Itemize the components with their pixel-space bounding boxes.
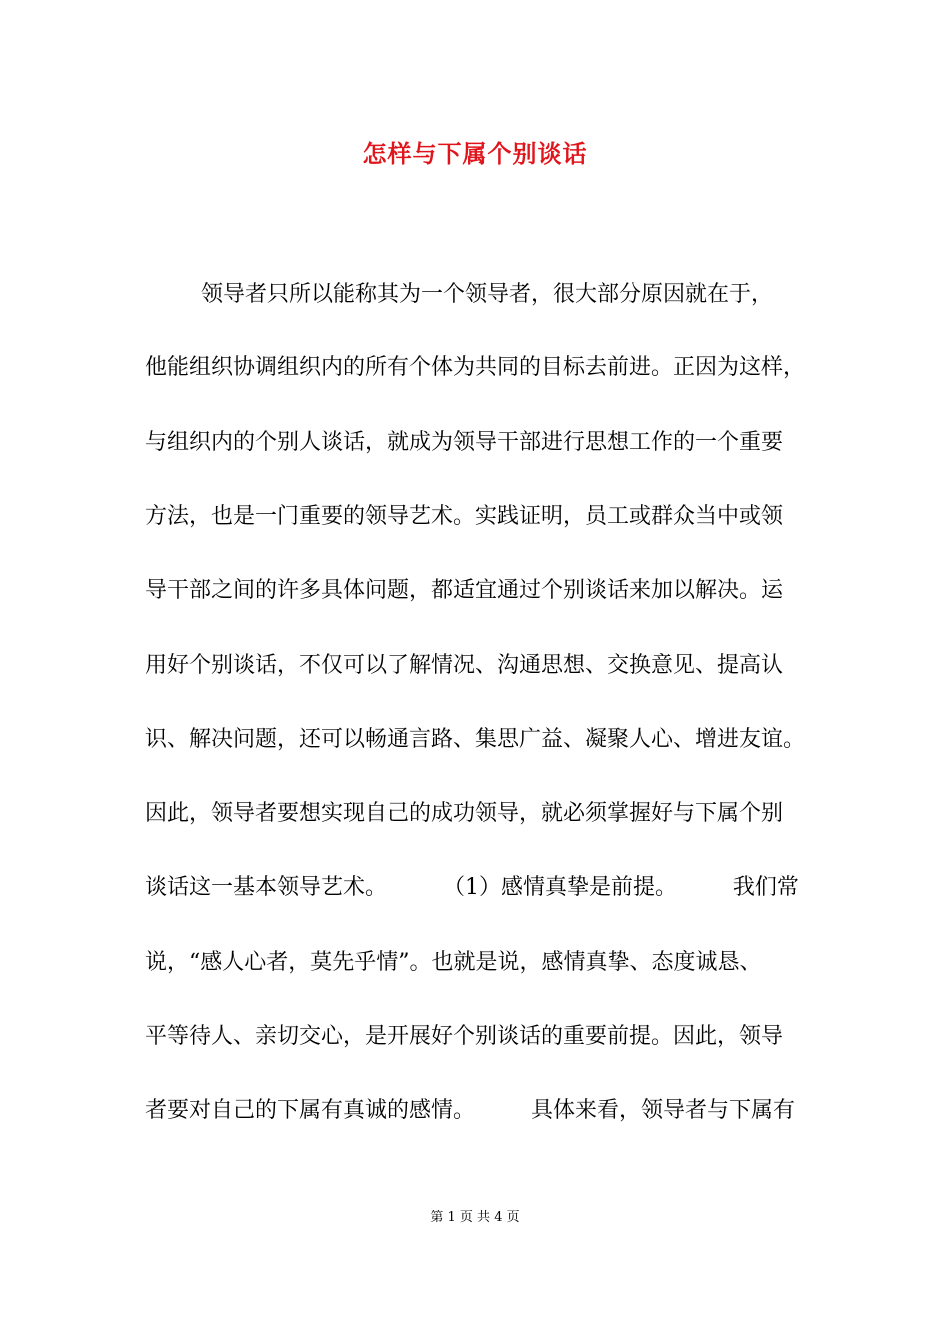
body-text-line: 说，“感人心者，莫先乎情”。也就是说，感情真挚、态度诚恳、	[145, 950, 762, 975]
body-text-line: 导干部之间的许多具体问题，都适宜通过个别谈话来加以解决。运	[145, 578, 784, 603]
page-number-footer: 第 1 页 共 4 页	[430, 1210, 520, 1225]
body-text-line: 方法，也是一门重要的领导艺术。实践证明，员工或群众当中或领	[145, 504, 784, 529]
body-text-line: 他能组织协调组织内的所有个体为共同的目标去前进。正因为这样，	[145, 355, 806, 380]
body-text-line: 谈话这一基本领导艺术。 （1）感情真挚是前提。 我们常	[145, 875, 799, 900]
body-text-line: 者要对自己的下属有真诚的感情。 具体来看，领导者与下属有	[145, 1098, 795, 1123]
body-text-line: 与组织内的个别人谈话，就成为领导干部进行思想工作的一个重要	[145, 430, 784, 455]
body-text-line: 领导者只所以能称其为一个领导者，很大部分原因就在于，	[145, 282, 773, 307]
body-text-line: 用好个别谈话，不仅可以了解情况、沟通思想、交换意见、提高认	[145, 653, 784, 678]
body-text-line: 因此，领导者要想实现自己的成功领导，就必须掌握好与下属个别	[145, 801, 784, 826]
document-title: 怎样与下属个别谈话	[362, 139, 588, 168]
body-text-line: 平等待人、亲切交心，是开展好个别谈话的重要前提。因此，领导	[145, 1024, 784, 1049]
body-text-line: 识、解决问题，还可以畅通言路、集思广益、凝聚人心、增进友谊。	[145, 727, 806, 752]
